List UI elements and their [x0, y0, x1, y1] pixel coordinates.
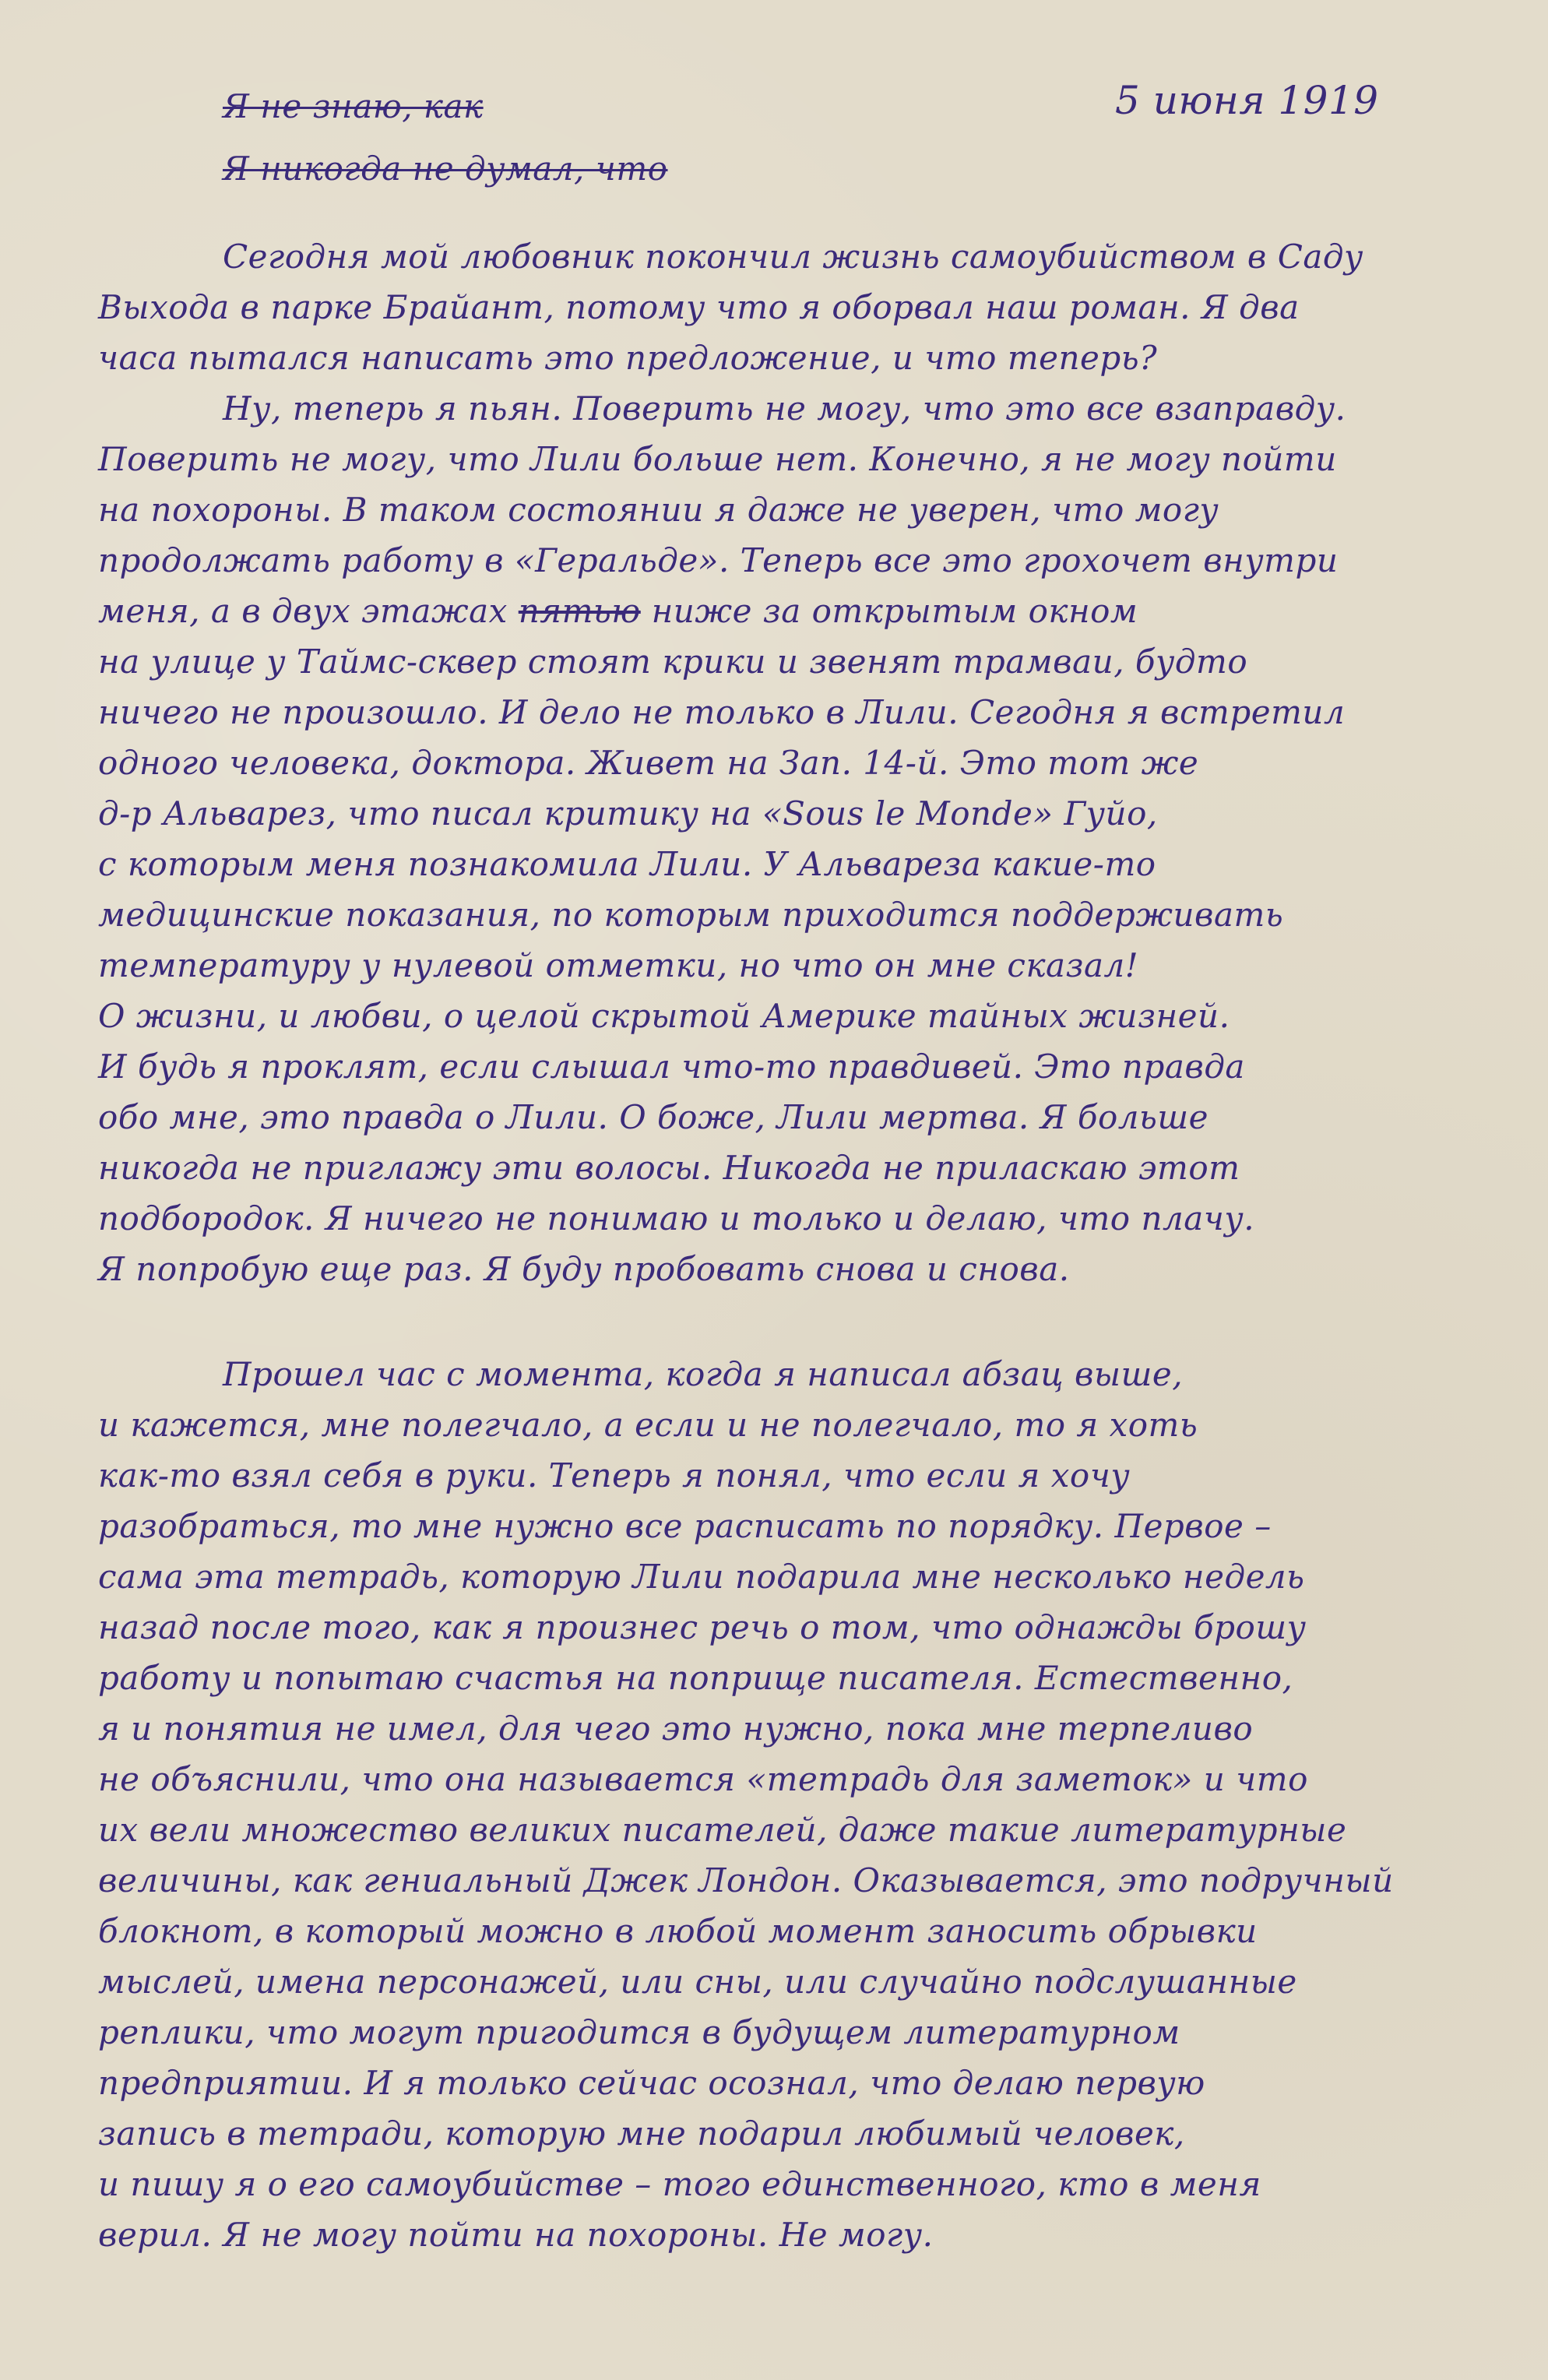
- text-line: Поверить не могу, что Лили больше нет. Конечно, я не могу пойти: [98, 440, 1337, 478]
- text-line: Я попробую еще раз. Я буду пробовать снова и снова.: [98, 1250, 1070, 1288]
- struck-word: пятью: [518, 592, 641, 630]
- text-line: одного человека, доктора. Живет на Зап. 14-й. Это тот же: [98, 744, 1199, 782]
- text-line: реплики, что могут пригодится в будущем литературном: [98, 2013, 1180, 2051]
- text-line: и кажется, мне полегчало, а если и не полегчало, то я хоть: [98, 1406, 1198, 1444]
- struck-line: Я никогда не думал, что: [223, 150, 668, 188]
- text-line: д-р Альварез, что писал критику на «Sous le Monde» Гуйо,: [98, 794, 1158, 833]
- text-line: величины, как гениальный Джек Лондон. Оказывается, это подручный: [98, 1861, 1394, 1899]
- text-line: их вели множество великих писателей, даже такие литературные: [98, 1811, 1347, 1849]
- text-line: назад после того, как я произнес речь о том, что однажды брошу: [98, 1608, 1307, 1646]
- text-line: часа пытался написать это предложение, и что теперь?: [98, 339, 1158, 377]
- text-line: мыслей, имена персонажей, или сны, или случайно подслушанные: [98, 1963, 1297, 2001]
- text-line: [98, 592, 1138, 630]
- text-line: ничего не произошло. И дело не только в Лили. Сегодня я встретил: [98, 693, 1346, 731]
- text-line: медицинские показания, по которым приходится поддерживать: [98, 896, 1284, 934]
- text-fragment: меня, а в двух этажах: [98, 592, 508, 630]
- struck-line: Я не знаю, как: [223, 87, 484, 125]
- text-line: разобраться, то мне нужно все расписать по порядку. Первое –: [98, 1507, 1272, 1545]
- text-line: И будь я проклят, если слышал что-то правдивей. Это правда: [98, 1047, 1245, 1086]
- text-fragment: ниже за открытым окном: [651, 592, 1138, 630]
- text-line: обо мне, это правда о Лили. О боже, Лили мертва. Я больше: [98, 1098, 1209, 1136]
- text-line: и пишу я о его самоубийстве – того единственного, кто в меня: [98, 2165, 1261, 2203]
- text-line: предприятии. И я только сейчас осознал, что делаю первую: [98, 2064, 1205, 2102]
- text-line: Выхода в парке Брайант, потому что я оборвал наш роман. Я два: [98, 288, 1300, 326]
- text-line: продолжать работу в «Геральде». Теперь все это грохочет внутри: [98, 541, 1339, 579]
- text-line: на улице у Таймс-сквер стоят крики и звенят трамваи, будто: [98, 643, 1248, 681]
- text-line: Прошел час с момента, когда я написал абзац выше,: [223, 1355, 1184, 1393]
- text-line: Ну, теперь я пьян. Поверить не могу, что это все взаправду.: [223, 389, 1346, 428]
- text-line: запись в тетради, которую мне подарил любимый человек,: [98, 2114, 1185, 2153]
- text-line: на похороны. В таком состоянии я даже не уверен, что могу: [98, 491, 1219, 529]
- text-line: как-то взял себя в руки. Теперь я понял, что если я хочу: [98, 1456, 1131, 1495]
- text-line: Сегодня мой любовник покончил жизнь самоубийством в Саду: [223, 238, 1363, 276]
- entry-date: 5 июня 1919: [1115, 78, 1379, 123]
- text-line: подбородок. Я ничего не понимаю и только и делаю, что плачу.: [98, 1199, 1255, 1238]
- text-line: температуру у нулевой отметки, но что он мне сказал!: [98, 946, 1139, 984]
- text-line: никогда не приглажу эти волосы. Никогда не приласкаю этот: [98, 1149, 1240, 1187]
- text-line: я и понятия не имел, для чего это нужно, пока мне терпеливо: [98, 1709, 1254, 1748]
- text-line: не объяснили, что она называется «тетрадь для заметок» и что: [98, 1760, 1308, 1798]
- text-line: О жизни, и любви, о целой скрытой Америке тайных жизней.: [98, 997, 1230, 1035]
- text-line: верил. Я не могу пойти на похороны. Не могу.: [98, 2216, 934, 2254]
- text-line: блокнот, в который можно в любой момент заносить обрывки: [98, 1912, 1258, 1950]
- text-line: с которым меня познакомила Лили. У Альвареза какие-то: [98, 845, 1156, 883]
- text-line: работу и попытаю счастья на поприще писателя. Естественно,: [98, 1659, 1293, 1697]
- text-line: сама эта тетрадь, которую Лили подарила мне несколько недель: [98, 1558, 1305, 1596]
